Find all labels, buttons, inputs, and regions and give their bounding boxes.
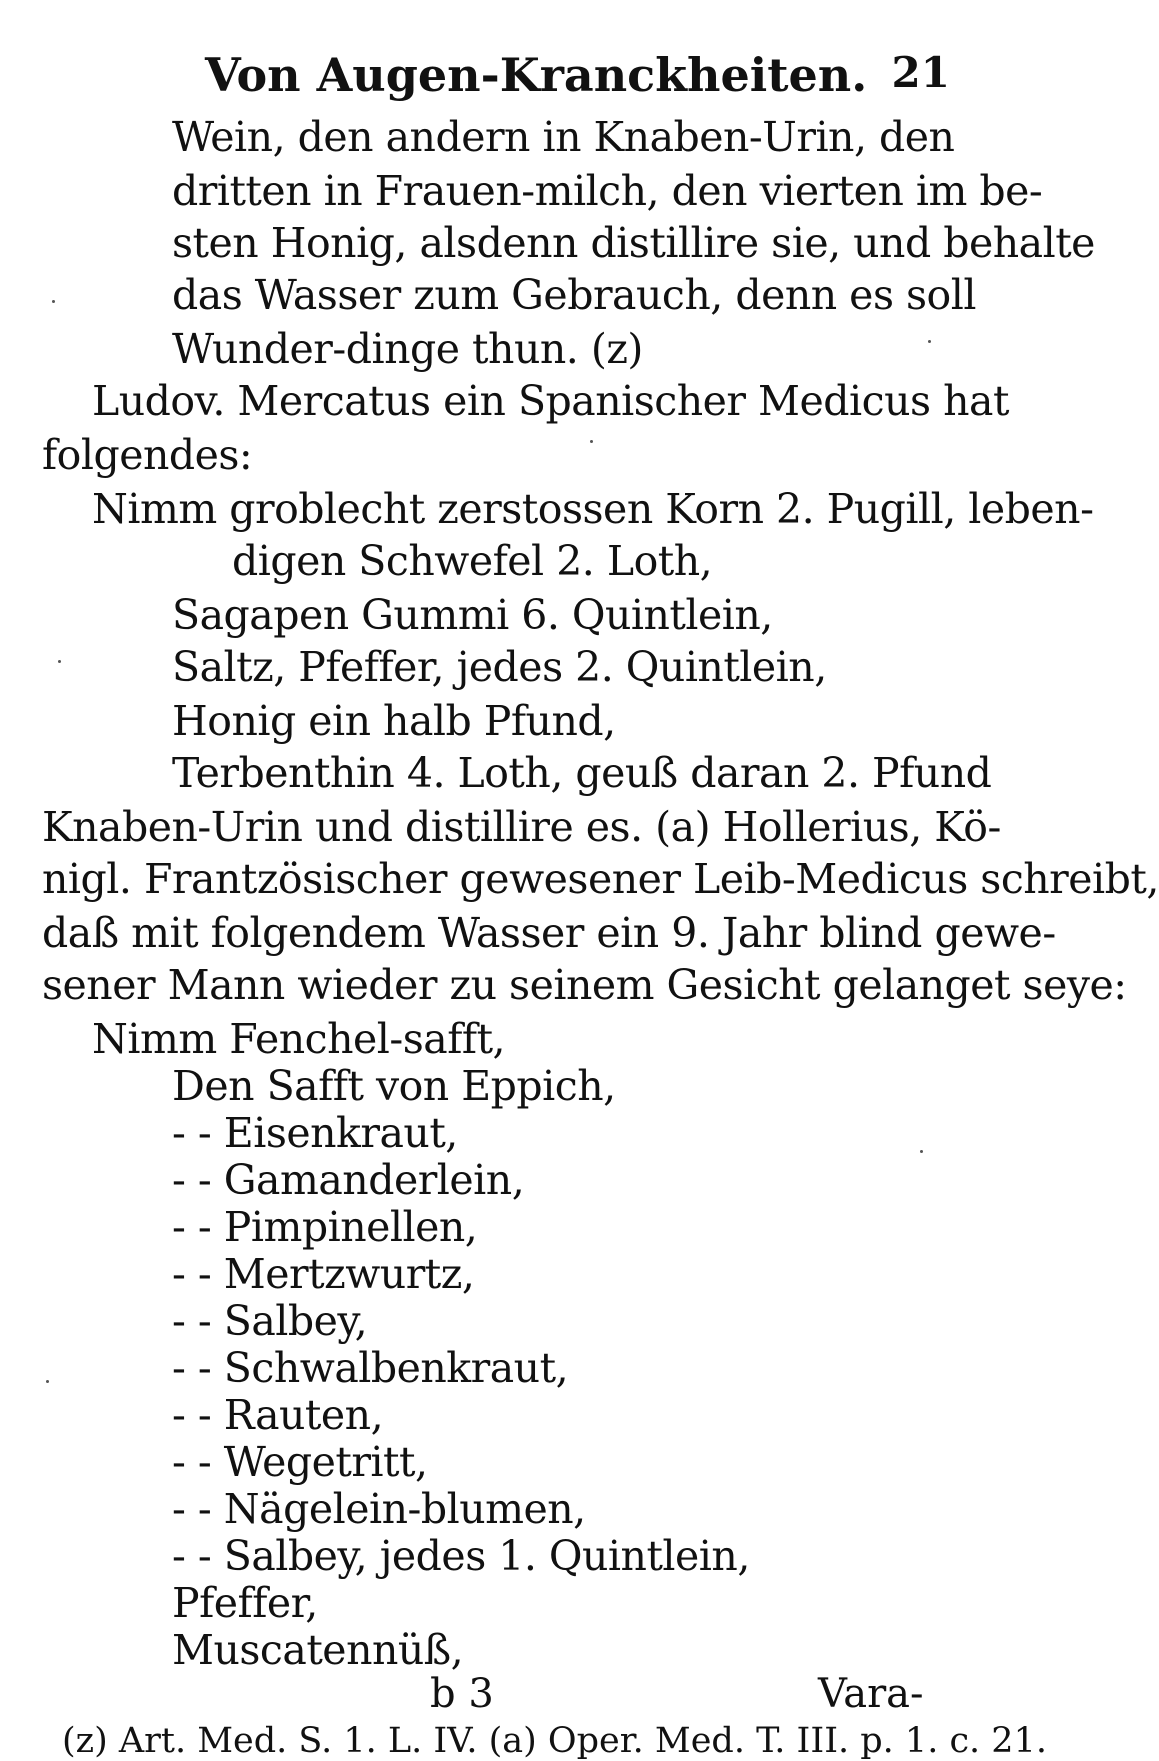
text-line: dritten in Frauen-milch, den vierten im be- bbox=[172, 167, 1043, 215]
text-line: Terbenthin 4. Loth, geuß daran 2. Pfund bbox=[172, 749, 992, 797]
text-line: Ludov. Mercatus ein Spanischer Medicus hat bbox=[92, 377, 1009, 425]
text-line: - - Gamanderlein, bbox=[172, 1156, 525, 1204]
text-line: folgendes: bbox=[42, 431, 253, 479]
text-line: Den Safft von Eppich, bbox=[172, 1062, 616, 1110]
text-line: Wunder-dinge thun. (z) bbox=[172, 325, 643, 373]
text-line: Muscatennüß, bbox=[172, 1626, 464, 1674]
text-line: - - Schwalbenkraut, bbox=[172, 1344, 569, 1392]
text-line: - - Nägelein-blumen, bbox=[172, 1485, 586, 1533]
text-line: - - Rauten, bbox=[172, 1391, 384, 1439]
text-line: Nimm Fenchel-safft, bbox=[92, 1015, 506, 1063]
text-line: sener Mann wieder zu seinem Gesicht gelanget seye: bbox=[42, 961, 1127, 1009]
paper-speck bbox=[590, 440, 593, 443]
paper-speck bbox=[58, 660, 61, 663]
text-line: Saltz, Pfeffer, jedes 2. Quintlein, bbox=[172, 643, 827, 691]
text-line: - - Eisenkraut, bbox=[172, 1109, 458, 1157]
text-line: das Wasser zum Gebrauch, denn es soll bbox=[172, 271, 976, 319]
running-title: Von Augen-Kranckheiten. bbox=[205, 48, 868, 102]
paper-speck bbox=[46, 1380, 49, 1383]
signature-mark: b 3 bbox=[430, 1671, 494, 1717]
paper-speck bbox=[52, 300, 55, 303]
text-line: nigl. Frantzösischer gewesener Leib-Medicus schreibt, bbox=[42, 855, 1159, 903]
text-line: daß mit folgendem Wasser ein 9. Jahr blind gewe- bbox=[42, 909, 1056, 957]
text-line: Knaben-Urin und distillire es. (a) Hollerius, Kö- bbox=[42, 803, 1001, 851]
text-line: sten Honig, alsdenn distillire sie, und behalte bbox=[172, 219, 1095, 267]
text-line: - - Pimpinellen, bbox=[172, 1203, 478, 1251]
paper-speck bbox=[928, 340, 931, 343]
text-line: Nimm groblecht zerstossen Korn 2. Pugill, leben- bbox=[92, 485, 1094, 533]
paper-speck bbox=[920, 1150, 923, 1153]
footnote: (z) Art. Med. S. 1. L. IV. (a) Oper. Med. T. III. p. 1. c. 21. bbox=[62, 1721, 1047, 1761]
text-line: Pfeffer, bbox=[172, 1579, 318, 1627]
text-line: - - Salbey, bbox=[172, 1297, 368, 1345]
text-line: digen Schwefel 2. Loth, bbox=[232, 537, 713, 585]
catchword: Vara- bbox=[818, 1671, 924, 1717]
text-line: - - Mertzwurtz, bbox=[172, 1250, 475, 1298]
text-line: Sagapen Gummi 6. Quintlein, bbox=[172, 591, 773, 639]
text-line: Honig ein halb Pfund, bbox=[172, 697, 616, 745]
page-number: 21 bbox=[891, 48, 950, 97]
text-line: - - Salbey, jedes 1. Quintlein, bbox=[172, 1532, 750, 1580]
text-line: - - Wegetritt, bbox=[172, 1438, 428, 1486]
text-line: Wein, den andern in Knaben-Urin, den bbox=[172, 113, 955, 161]
